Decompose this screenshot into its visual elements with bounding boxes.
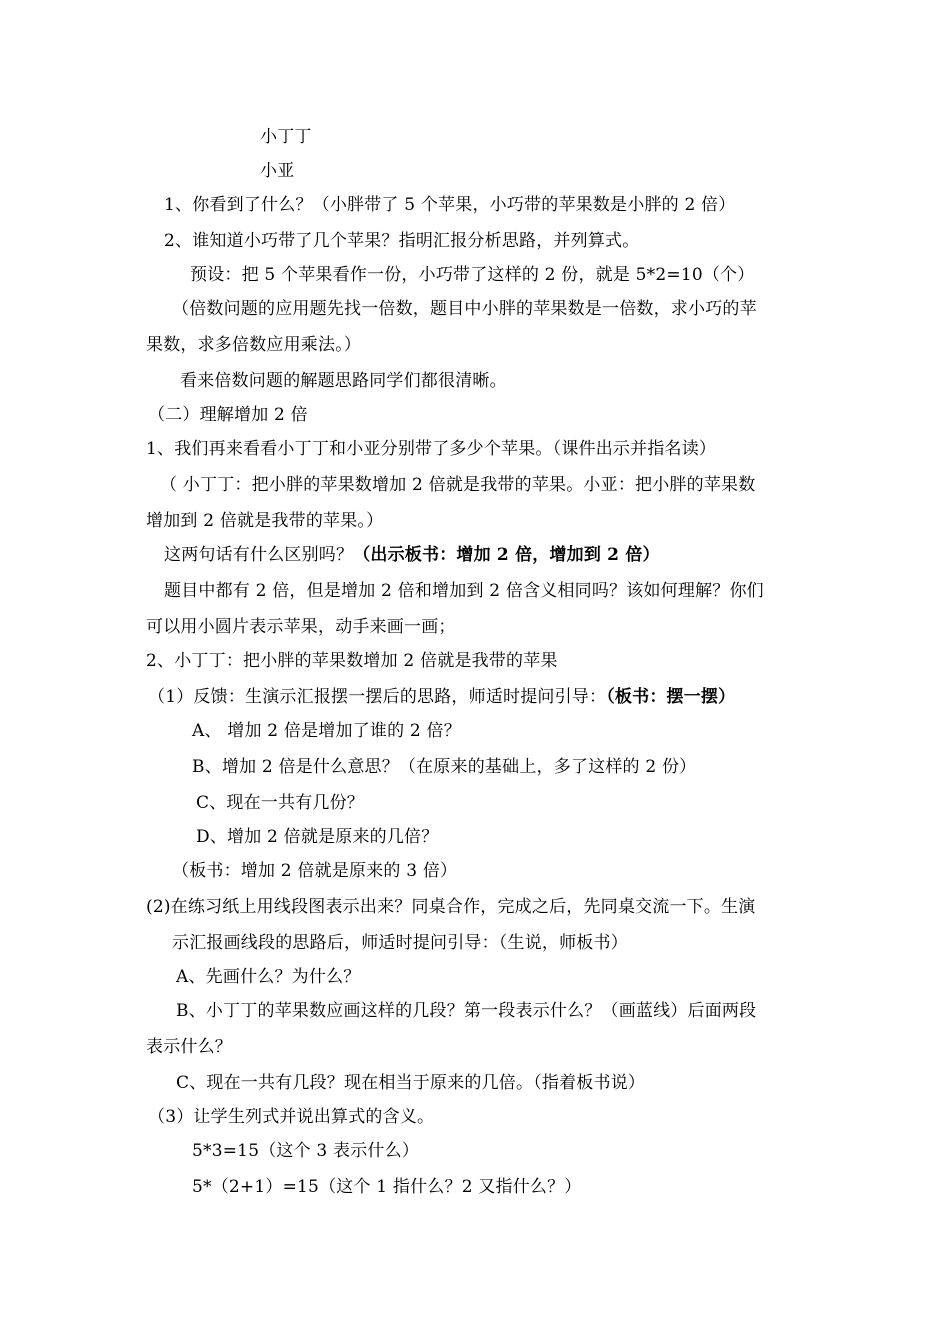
text-line: 1、你看到了什么？（小胖带了 5 个苹果，小巧带的苹果数是小胖的 2 倍） (164, 195, 736, 215)
text-line (164, 544, 660, 566)
text-line: C、现在一共有几段？现在相当于原来的几倍。（指着板书说） (176, 1073, 646, 1093)
text-line: （ 小丁丁：把小胖的苹果数增加 2 倍就是我带的苹果。小亚：把小胖的苹果数 (160, 475, 756, 495)
section-heading: （二）理解增加 2 倍 (148, 405, 308, 425)
text-line: 可以用小圆片表示苹果，动手来画一画； (146, 617, 456, 637)
text-line: 预设：把 5 个苹果看作一份，小巧带了这样的 2 份，就是 5*2=10（个） (190, 265, 755, 285)
text-line: D、增加 2 倍就是原来的几倍？ (196, 827, 439, 847)
text-line: A、先画什么？为什么？ (176, 967, 361, 987)
text-line: A、 增加 2 倍是增加了谁的 2 倍？ (192, 721, 461, 741)
text-line: 果数，求多倍数应用乘法。） (146, 335, 362, 355)
text-line: B、小丁丁的苹果数应画这样的几段？第一段表示什么？（画蓝线）后面两段 (176, 1001, 757, 1021)
text-line: 1、我们再来看看小丁丁和小亚分别带了多少个苹果。（课件出示并指名读） (146, 439, 717, 459)
text-line: 5*（2+1）=15（这个 1 指什么？2 又指什么？） (192, 1177, 582, 1197)
board-note: （出示板书：增加 2 倍，增加到 2 倍） (353, 545, 660, 565)
text-line: 小亚 (260, 161, 295, 181)
text-line: 2、谁知道小巧带了几个苹果？指明汇报分析思路，并列算式。 (164, 231, 640, 251)
text-line: 表示什么？ (146, 1037, 232, 1057)
text-span: （1）反馈：生演示汇报摆一摆后的思路，师适时提问引导： (148, 687, 607, 707)
text-line: （倍数问题的应用题先找一倍数，题目中小胖的苹果数是一倍数，求小巧的苹 (172, 299, 757, 319)
board-note: （板书：摆一摆） (606, 687, 736, 707)
text-line: 示汇报画线段的思路后，师适时提问引导：（生说，师板书） (172, 933, 628, 953)
text-line: 小丁丁 (260, 127, 312, 147)
text-line: 看来倍数问题的解题思路同学们都很清晰。 (180, 371, 507, 391)
text-line: 增加到 2 倍就是我带的苹果。） (146, 511, 384, 531)
text-line: （3）让学生列式并说出算式的含义。 (148, 1107, 435, 1127)
text-line: (2)在练习纸上用线段图表示出来？同桌合作，完成之后，先同桌交流一下。生演 (146, 897, 756, 917)
text-line (148, 686, 735, 708)
text-line: （板书：增加 2 倍就是原来的 3 倍） (172, 861, 458, 881)
text-span: 这两句话有什么区别吗？ (164, 545, 354, 565)
text-line: 2、小丁丁：把小胖的苹果数增加 2 倍就是我带的苹果 (146, 651, 558, 671)
text-line: 题目中都有 2 倍，但是增加 2 倍和增加到 2 倍含义相同吗？该如何理解？你们 (164, 581, 764, 601)
text-line: B、增加 2 倍是什么意思？（在原来的基础上，多了这样的 2 份） (192, 757, 697, 777)
text-line: C、现在一共有几份？ (196, 793, 365, 813)
text-line: 5*3=15（这个 3 表示什么） (192, 1141, 420, 1161)
